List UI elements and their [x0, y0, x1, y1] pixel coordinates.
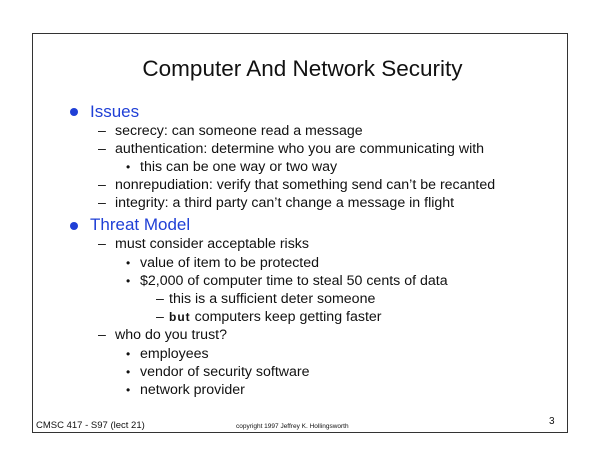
trust-subitem-vendor: vendor of security software: [140, 364, 310, 380]
footer-course: CMSC 417 - S97 (lect 21): [36, 420, 145, 431]
dash-marker: –: [156, 291, 164, 307]
dash-marker: –: [98, 177, 106, 193]
dash-marker: –: [98, 195, 106, 211]
dash-marker: –: [98, 141, 106, 157]
dash-marker: –: [98, 236, 106, 252]
threat-subsubitem-deter: this is a sufficient deter someone: [169, 291, 376, 307]
threat-item-risks: must consider acceptable risks: [115, 236, 309, 252]
trust-subitem-employees: employees: [140, 346, 209, 362]
threat-item-trust: who do you trust?: [115, 327, 227, 343]
dot-marker: •: [126, 383, 131, 397]
section-heading-issues: Issues: [90, 102, 140, 121]
dot-marker: •: [126, 347, 131, 361]
slide-title: Computer And Network Security: [142, 56, 463, 81]
dot-marker: •: [126, 160, 131, 174]
dot-marker: •: [126, 274, 131, 288]
issue-item-secrecy: secrecy: can someone read a message: [115, 123, 363, 139]
dash-marker: –: [156, 309, 164, 325]
page-number: 3: [549, 416, 555, 427]
dash-marker: –: [98, 327, 106, 343]
issue-item-nonrepudiation: nonrepudiation: verify that something send can’t be recanted: [115, 177, 496, 193]
section-bullet-threat-model: [70, 222, 78, 230]
issue-item-integrity: integrity: a third party can’t change a message in flight: [115, 195, 455, 211]
threat-subitem-cost: $2,000 of computer time to steal 50 cents of data: [140, 273, 448, 289]
trust-subitem-network: network provider: [140, 382, 245, 398]
issue-subitem-one-way: this can be one way or two way: [140, 159, 338, 175]
section-heading-threat-model: Threat Model: [90, 215, 191, 234]
threat-subitem-value: value of item to be protected: [140, 255, 320, 271]
issue-item-authentication: authentication: determine who you are communicating with: [115, 141, 485, 157]
section-bullet-issues: [70, 108, 78, 116]
footer-copyright: copyright 1997 Jeffrey K. Hollingsworth: [236, 423, 349, 430]
threat-subsubitem-faster: [169, 309, 382, 325]
faster-text: computers keep getting faster: [194, 309, 382, 325]
emphasis-but: but: [169, 310, 191, 324]
dot-marker: •: [126, 256, 131, 270]
dash-marker: –: [98, 123, 106, 139]
dot-marker: •: [126, 365, 131, 379]
